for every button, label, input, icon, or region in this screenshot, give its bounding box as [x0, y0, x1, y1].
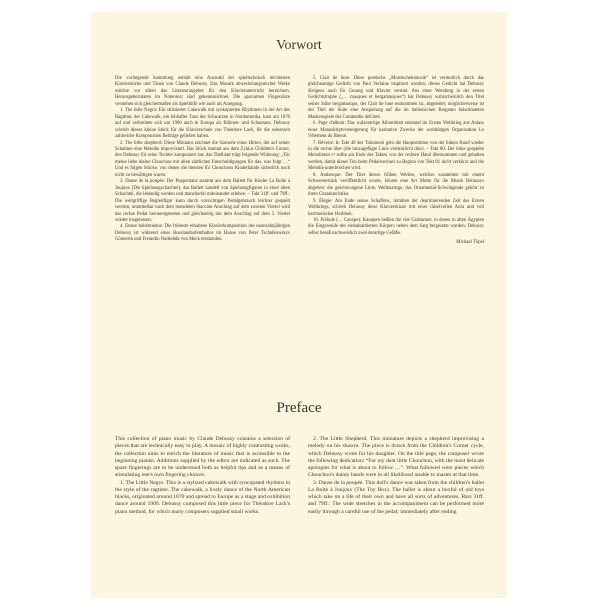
vorwort-heading: Vorwort: [276, 38, 322, 53]
vorwort-paragraph: Die vorliegende Sammlung enthält eine Auswahl der spieltechnisch leichtesten Klavierstücke und Tänze von Claude Debussy. Das Mosaik abwechslungsreicher Werke möchte vor allem das Literaturangebot für den Klavierunterricht bereichern. Herausgebezutaten im Notentext sind gekennzeichnet. Die sparsamen Fingersätze verstehen sich gleichermaßen als Spielhilfe wie auch als Anregung.: [115, 76, 290, 107]
signature: Michael Töpel: [456, 240, 484, 246]
preface-paragraph: 1. The Little Negro. This is a stylized cakewalk with syncopated rhythms in the style of the ragtime. The cakewalk, a lively dance of the North American blacks, originated around 1870 and spread to Europe as a stage and exhibition dance around 1900. Debussy composed this little piece for Théodore Lack's piano method, for which many composers supplied small works.: [115, 479, 290, 515]
preface-left-column: [115, 436, 290, 516]
vorwort-paragraph: 9. Élégie: Am Ende seines Schaffens, inmitten der deprimierenden Zeit des Ersten Weltkriegs, schrieb Debussy diese Klavierskizze mit einer rätselvollen Aura und voll harmonischer Herbheit.: [308, 198, 484, 217]
vorwort-left-column: [115, 76, 290, 244]
vorwort-right-column: [308, 76, 484, 247]
preface-heading: Preface: [276, 400, 322, 416]
vorwort-paragraph: 10. Prélude (… Canope): Kanopen heißen die vier Grabumen, in denen in alten Ägypten die Eingeweide des einbalsamierten Körpers neben dem Sarg beigesetzt wurden; Debussy selbst besaß nachweislich zwei derartige Gefäße.: [308, 217, 484, 236]
preface-paragraph: 2. The Little Shepherd. This miniature depicts a shepherd improvising a melody on his shawm. The piece is drawn from the Children's Corner cycle, which Debussy wrote for his daughter. On the title page, the composer wrote the following dedication: “For my dear little Chouchou, with the most delicate apologies for what is about to follow …”. What followed were pieces which Chouchou's dainty hands were in all likelihood unable to master at that time.: [308, 436, 484, 479]
vorwort-paragraph: 1. The little Negro: Ein stilisierter Cakewalk mit synkopierten Rhythmen in der Art des Ragtime; der Cakewalk, ein lebhafter Tanz der Schwarzen in Nordamerika, kam um 1870 auf und verbreitete sich um 1900 auch in Europa als Bühnen- und Schautanz. Debussy schrieb dieses kleine Stück für die Klavierschule von Théodore Lack, für die seinerzeit zahlreiche Komponisten Beiträge geliefert haben.: [115, 108, 290, 140]
vorwort-paragraph: 4. Danse bohémienne: Die früheste erhaltene Klavierkomposition des neunzehnjährigen Debussy ist während eines Russlandaufenthaltes im Hause von Peter Tschaikowskys Gönnerin und Freundin Nadeshda von Meck entstanden.: [115, 224, 290, 243]
vorwort-paragraph: 7. Rêverie: In Takt 48 des Träumerei geht die Hauptstimme von der linken Hand wieder in die rechte über (die hinzugefügte Linie verdeutlicht dies). – Takt 80: Der linke gespielte Melodieton c¹ sollte am Ende des Taktes von der rechten Hand übernommen und gehalten werden, damit dieser Ton beim Pedalwechsel zu Beginn von Takt 81 nicht verkürzt und die Melodie unterbrochen wird.: [308, 140, 484, 172]
vorwort-paragraph: 6. Page d'album: Das walzerartige Albumblatt entstand im Ersten Weltkrieg aus Anlass einer Manuskriptversteigerung für karitative Zwecke der wohltätigen Organisation Le Vêtement du Blessé.: [308, 121, 484, 140]
preface-right-column: [308, 436, 484, 516]
preface-paragraph: This collection of piano music by Claude Debussy contains a selection of pieces that are technically easy to play. A mosaic of highly contrasting works, the collection aims to enrich the literature of music that is accessible to the beginning pianist. Additions supplied by the editor are indicated as such. The spare fingerings are to be understood both as helpful tips and as a means of stimulating one's own fingering choices.: [115, 436, 290, 479]
vorwort-paragraph: 8. Arabesque: Der Titel dieses frühen Werkes, welches zusammen mit einem Schwesterstück veröffentlicht wurde, könnte eine Art Motto für die Musik Debussys abgeben: die geschwungene Linie, Wellenartige, das Ornamental-Schwingende gehört zu ihren Charakteristika.: [308, 172, 484, 198]
vorwort-paragraph: 2. The little shepherd: Diese Miniatur zeichnet die Szenerie eines Hirten, der auf seiner Schalmei eine Melodie improvisiert. Das Stück stammt aus dem Zyklus Children's Corner, den Debussy für seine Tochter komponiert hat; das Titelblatt trägt folgende Widmung: „Für meine liebe kleine Chouchou mit allen zärtlichen Entschuldigungen für das, was folgt …“ Und es folgen Stücke, von denen die meisten für Chouchous Kinderhände sicherlich noch nicht zu bewältigen waren.: [115, 140, 290, 178]
vorwort-paragraph: 3. Danse de la poupée: Der Puppentanz stammt aus dem Ballett für Kinder La Boîte à Joujoux (Die Spielzeugschachtel); das Ballett handelt von Spielzeugfiguren in einer alten Schachtel, die lebendig werden und mancherlei miteinander erleben. – Takt 31ff. und 79ff.: Die weitgriffige Begleitfigur kann durch vorsichtigen Pedalgebrauch leichter gespielt werden; unmittelbar nach dem beendeten Staccato-Anschlag auf dem zweiten Viertel wird das rechte Pedal heruntergetreten und gleichzeitig mit dem Anschlag auf dem 3. Viertel wieder losgelassen.: [115, 179, 290, 223]
score-page: [91, 12, 507, 598]
preface-paragraph: 3. Danse de la poupée. This doll's dance was taken from the children's ballet La Boîte à Joujoux (The Toy Box). The ballet is about a boxful of old toys which take on a life of their own and have all sorts of adventures. Bars 31ff. and 79ff.: The wide stretches in the accompaniment can be performed more easily through a careful use of the pedal; immediately after ending: [308, 479, 484, 515]
vorwort-paragraph: 5. Clair de lune: Diese poetische „Mondscheinmusik“ ist vermutlich durch das gleichnamige Gedicht von Paul Verlaine inspiriert worden; dieses Gedicht hat Debussy übrigens auch für Gesang und Klavier vertont. Aus einer Wendung in der ersten Gedichtstrophe („… masques et bergamasques“) hat Debussy wahrscheinlich den Titel seiner Suite bergamasque, der Clair de lune entnommen ist, abgeleitet; möglicherweise ist der Titel der Suite eine Anspielung auf die im italienischen Bergamo beheimateten Maskenspiele der Commedia dell'arte.: [308, 76, 484, 120]
